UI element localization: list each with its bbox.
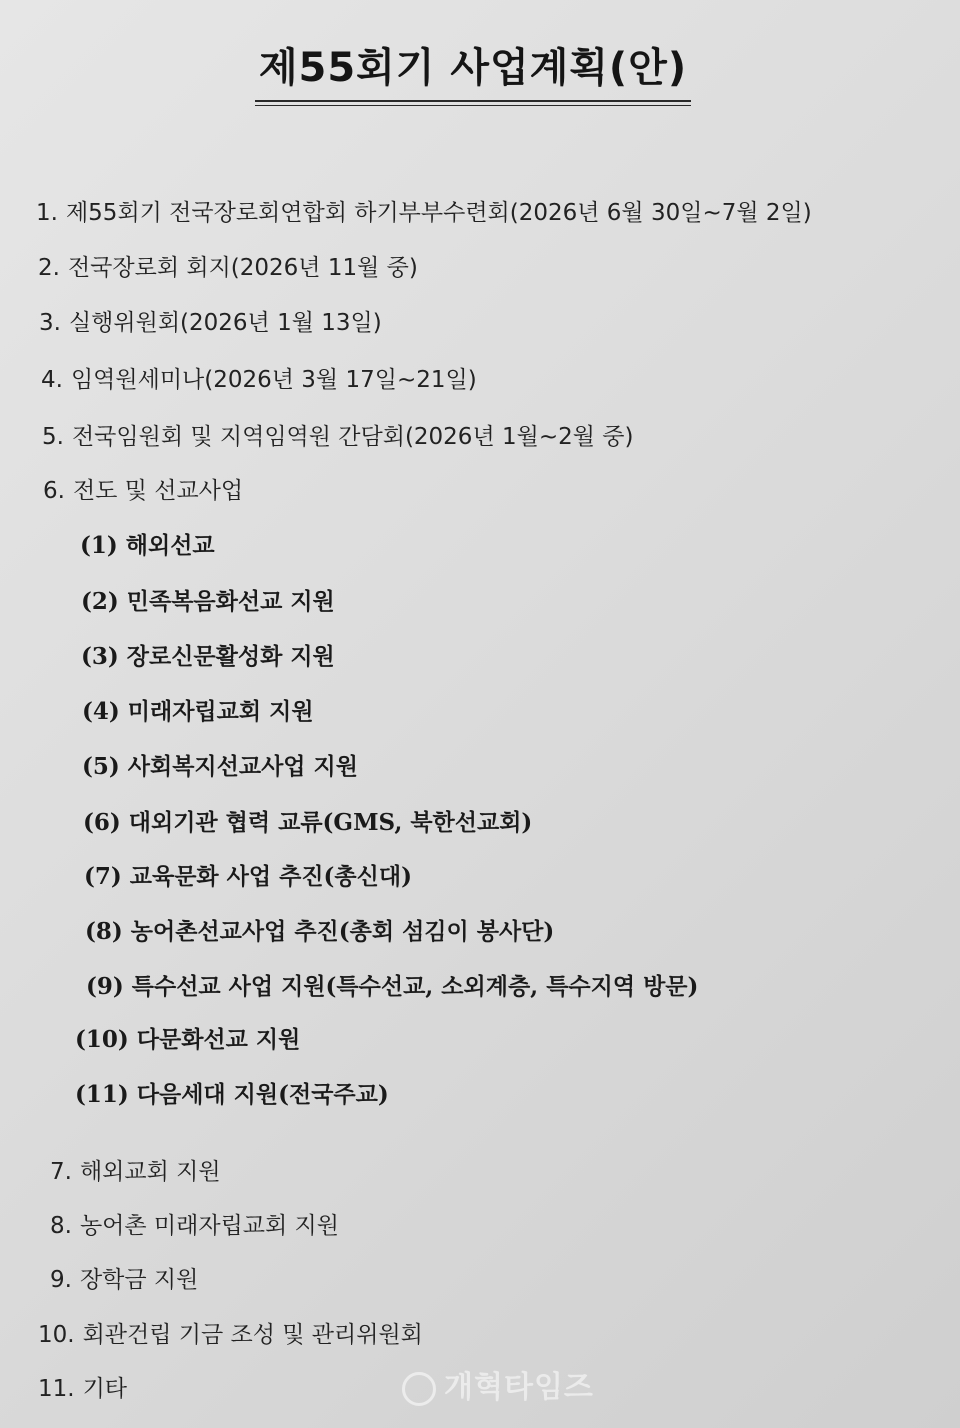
title-underline-second xyxy=(255,105,691,106)
title-block xyxy=(255,40,691,106)
plan-subitem-number: (10) xyxy=(75,1026,129,1053)
watermark-circle-icon xyxy=(402,1372,436,1406)
plan-item-text: 전국장로회 회지(2026년 11월 중) xyxy=(67,255,418,281)
plan-item xyxy=(38,1318,423,1352)
plan-item-text: 임역원세미나(2026년 3월 17일~21일) xyxy=(70,367,477,393)
plan-item-number: 5. xyxy=(42,424,64,450)
plan-subitem xyxy=(85,915,554,949)
plan-item-number: 4. xyxy=(41,367,63,393)
plan-subitem xyxy=(82,750,358,784)
plan-subitem-number: (9) xyxy=(86,973,124,1000)
plan-subitem-number: (11) xyxy=(75,1081,129,1108)
plan-subitem xyxy=(81,640,335,674)
plan-subitem xyxy=(84,860,412,894)
plan-subitem-text: 농어촌선교사업 추진(총회 섬김이 봉사단) xyxy=(130,918,555,945)
plan-item xyxy=(50,1155,221,1189)
plan-item-text: 장학금 지원 xyxy=(79,1267,199,1293)
plan-item-number: 1. xyxy=(36,200,58,226)
plan-subitem-text: 다문화선교 지원 xyxy=(136,1026,301,1053)
plan-subitem-number: (2) xyxy=(81,588,119,615)
title-underline xyxy=(255,100,691,102)
plan-subitem-text: 장로신문활성화 지원 xyxy=(126,643,335,670)
plan-item xyxy=(38,251,418,285)
plan-item-number: 11. xyxy=(38,1376,75,1402)
plan-subitem-text: 사회복지선교사업 지원 xyxy=(127,753,358,780)
plan-subitem-number: (3) xyxy=(81,643,119,670)
plan-item-number: 10. xyxy=(38,1322,75,1348)
plan-subitem-text: 다음세대 지원(전국주교) xyxy=(136,1081,389,1108)
plan-subitem xyxy=(75,1023,300,1057)
plan-item-number: 6. xyxy=(43,478,65,504)
plan-subitem xyxy=(75,1078,389,1112)
plan-item-number: 7. xyxy=(50,1159,72,1185)
plan-subitem-number: (6) xyxy=(83,809,121,836)
plan-item-text: 전도 및 선교사업 xyxy=(72,478,244,504)
watermark-logo xyxy=(400,1368,600,1412)
plan-item-number: 2. xyxy=(38,255,60,281)
plan-subitem-text: 특수선교 사업 지원(특수선교, 소외계층, 특수지역 방문) xyxy=(131,973,699,1000)
plan-item xyxy=(43,474,243,508)
plan-subitem-number: (7) xyxy=(84,863,122,890)
plan-subitem xyxy=(86,970,698,1004)
plan-subitem-number: (8) xyxy=(85,918,123,945)
plan-subitem xyxy=(80,529,215,563)
page-title: 제55회기 사업계획(안) xyxy=(258,45,688,91)
plan-item xyxy=(50,1263,198,1297)
plan-item-text: 전국임원회 및 지역임역원 간담회(2026년 1월~2월 중) xyxy=(71,424,634,450)
plan-subitem-number: (1) xyxy=(80,532,118,559)
plan-subitem-text: 해외선교 xyxy=(125,532,215,559)
plan-subitem xyxy=(81,585,335,619)
plan-item-number: 9. xyxy=(50,1267,72,1293)
plan-subitem-text: 교육문화 사업 추진(총신대) xyxy=(129,863,412,890)
plan-subitem xyxy=(83,806,532,840)
plan-item-text: 해외교회 지원 xyxy=(79,1159,221,1185)
watermark-text: 개혁타임즈 xyxy=(444,1370,594,1405)
plan-subitem-text: 미래자립교회 지원 xyxy=(127,698,314,725)
plan-item-text: 농어촌 미래자립교회 지원 xyxy=(79,1213,339,1239)
plan-subitem-number: (4) xyxy=(82,698,120,725)
plan-subitem-number: (5) xyxy=(82,753,120,780)
plan-item-text: 실행위원회(2026년 1월 13일) xyxy=(68,310,382,336)
plan-subitem xyxy=(82,695,314,729)
plan-item xyxy=(41,363,477,397)
plan-item xyxy=(36,196,812,230)
plan-item-text: 제55회기 전국장로회연합회 하기부부수련회(2026년 6월 30일~7월 2일) xyxy=(65,200,812,226)
plan-item xyxy=(39,306,382,340)
plan-item xyxy=(50,1209,339,1243)
plan-subitem-text: 민족복음화선교 지원 xyxy=(126,588,335,615)
plan-item-text: 기타 xyxy=(82,1376,128,1402)
plan-subitem-text: 대외기관 협력 교류(GMS, 북한선교회) xyxy=(128,809,533,836)
plan-item-number: 3. xyxy=(39,310,61,336)
plan-item-number: 8. xyxy=(50,1213,72,1239)
plan-item xyxy=(42,420,633,454)
plan-item-text: 회관건립 기금 조성 및 관리위원회 xyxy=(82,1322,423,1348)
plan-item xyxy=(38,1372,127,1406)
